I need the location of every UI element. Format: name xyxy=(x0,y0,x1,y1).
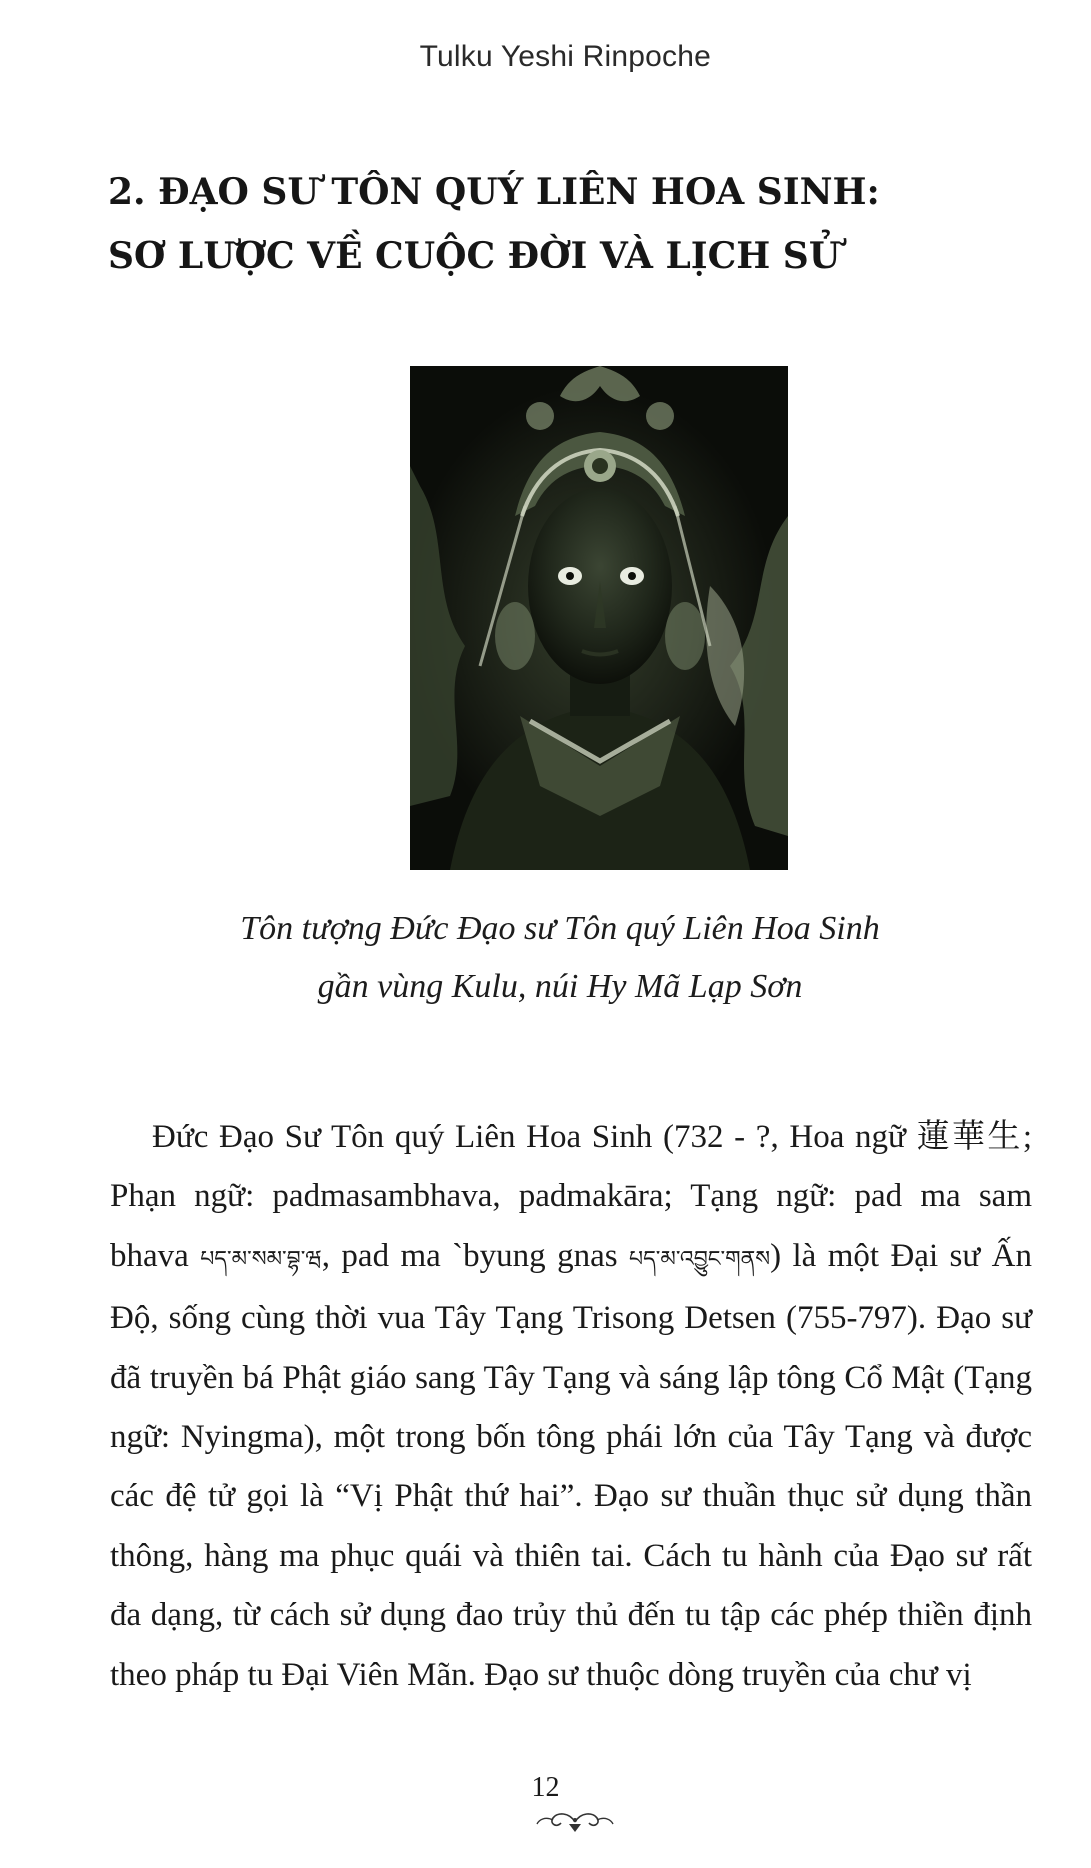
floral-ornament-icon xyxy=(535,1808,615,1834)
body-paragraph xyxy=(110,1108,1032,1705)
figure-caption xyxy=(110,900,1010,1016)
tibetan-script-1: པད་མ་སམ་བྷ་ཝ xyxy=(200,1246,322,1272)
chapter-title-line-2: SƠ LƯỢC VỀ CUỘC ĐỜI VÀ LỊCH SỬ xyxy=(108,235,841,277)
chapter-title-line-1: 2. ĐẠO SƯ TÔN QUÝ LIÊN HOA SINH: xyxy=(108,171,880,213)
chapter-title xyxy=(108,160,1008,288)
body-text-part-3: ) là một Đại sư Ấn Độ, sống cùng thời vua Tây Tạng Trisong Detsen (755-797). Đạo sư đã truyền bá Phật giáo sang Tây Tạng và sáng lập tông Cổ Mật (Tạng ngữ: Nyingma), một trong bốn tông phái lớn của Tây Tạng và được các đệ tử gọi là “Vị Phật thứ hai”. Đạo sư thuần thục sử dụng thần thông, hàng ma phục quái và thiên tai. Cách tu hành của Đạo sư rất đa dạng, từ cách sử dụng đao trủy thủ đến tu tập các phép thiền định theo pháp tu Đại Viên Mãn. Đạo sư thuộc dòng truyền của chư vị xyxy=(110,1237,1032,1693)
caption-line-1: Tôn tượng Đức Đạo sư Tôn quý Liên Hoa Sinh xyxy=(240,910,880,947)
running-header: Tulku Yeshi Rinpoche xyxy=(419,40,711,73)
body-text-part-1: Đức Đạo Sư Tôn quý Liên Hoa Sinh (732 - ?, Hoa ngữ 蓮華生; Phạn ngữ: padmasambhava, padmakāra; Tạng ngữ: pad ma sam bhava xyxy=(110,1119,1032,1274)
tibetan-script-2: པད་མ་འབྱུང་གནས xyxy=(628,1246,771,1272)
statue-photo xyxy=(410,366,788,870)
body-text-part-2: , pad ma `byung gnas xyxy=(321,1237,629,1274)
page-number: 12 xyxy=(531,1772,560,1803)
caption-line-2: gần vùng Kulu, núi Hy Mã Lạp Sơn xyxy=(317,968,803,1005)
